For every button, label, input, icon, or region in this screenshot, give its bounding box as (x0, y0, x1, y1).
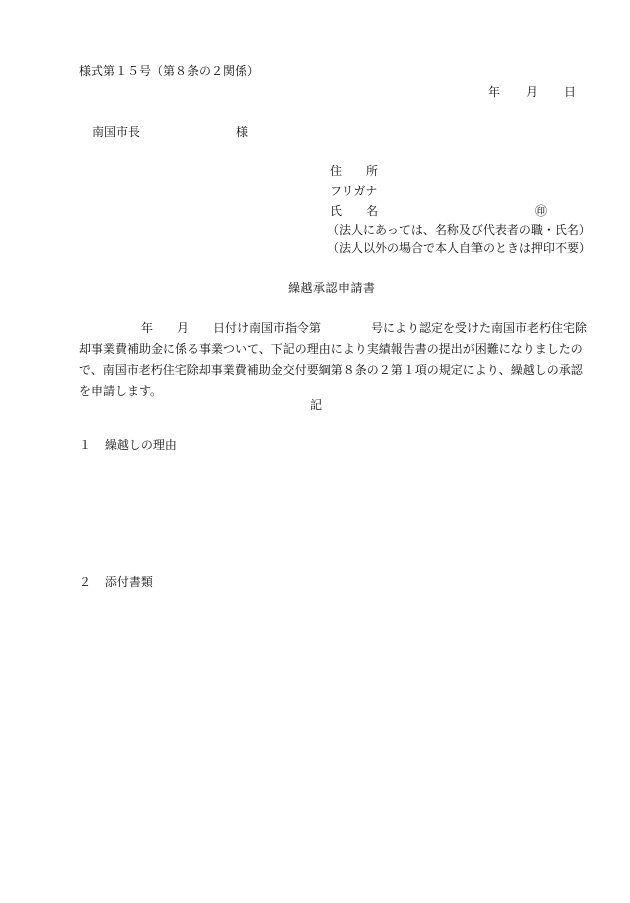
seal-exemption-note: （法人以外の場合で本人自筆のときは押印不要） (327, 241, 592, 255)
applicant-furigana-label: フリガナ (330, 184, 378, 198)
date-day-label: 日 (564, 85, 577, 99)
applicant-name-label: 氏 名 (330, 204, 379, 218)
item-attachments (79, 574, 153, 590)
body-month-label: 月 (177, 321, 190, 335)
body-year-label: 年 (141, 321, 154, 335)
item-label: 添付書類 (104, 575, 153, 589)
body-line-3: で、南国市老朽住宅除却事業費補助金交付要綱第８条の２第１項の規定により、繰越しの承認 (79, 363, 583, 377)
corporation-note: （法人にあっては、名称及び代表者の職・氏名） (327, 223, 591, 237)
item-number: ２ (79, 575, 92, 589)
ki-heading: 記 (310, 398, 323, 412)
addressee-title: 南国市長 (92, 125, 141, 139)
seal-mark: ㊞ (535, 204, 548, 218)
application-body (79, 318, 588, 402)
addressee-honorific: 様 (236, 125, 249, 139)
item-carryover-reason (79, 437, 177, 453)
body-line-1 (79, 318, 588, 339)
document-title: 繰越承認申請書 (288, 281, 376, 295)
date-year-label: 年 (488, 85, 501, 99)
item-number: １ (79, 438, 92, 452)
body-number-suffix: 号により認定を受けた南国市老朽住宅除 (371, 321, 588, 335)
body-date-suffix: 日付け南国市指令第 (213, 321, 322, 335)
applicant-address-label: 住 所 (330, 164, 379, 178)
body-line-4: を申請します。 (79, 384, 163, 398)
item-label: 繰越しの理由 (104, 438, 177, 452)
body-line-2: 却事業費補助金に係る事業ついて、下記の理由により実績報告書の提出が困難になりましたの (79, 342, 583, 356)
form-number: 様式第１５号（第８条の２関係） (79, 64, 260, 78)
date-month-label: 月 (526, 85, 539, 99)
